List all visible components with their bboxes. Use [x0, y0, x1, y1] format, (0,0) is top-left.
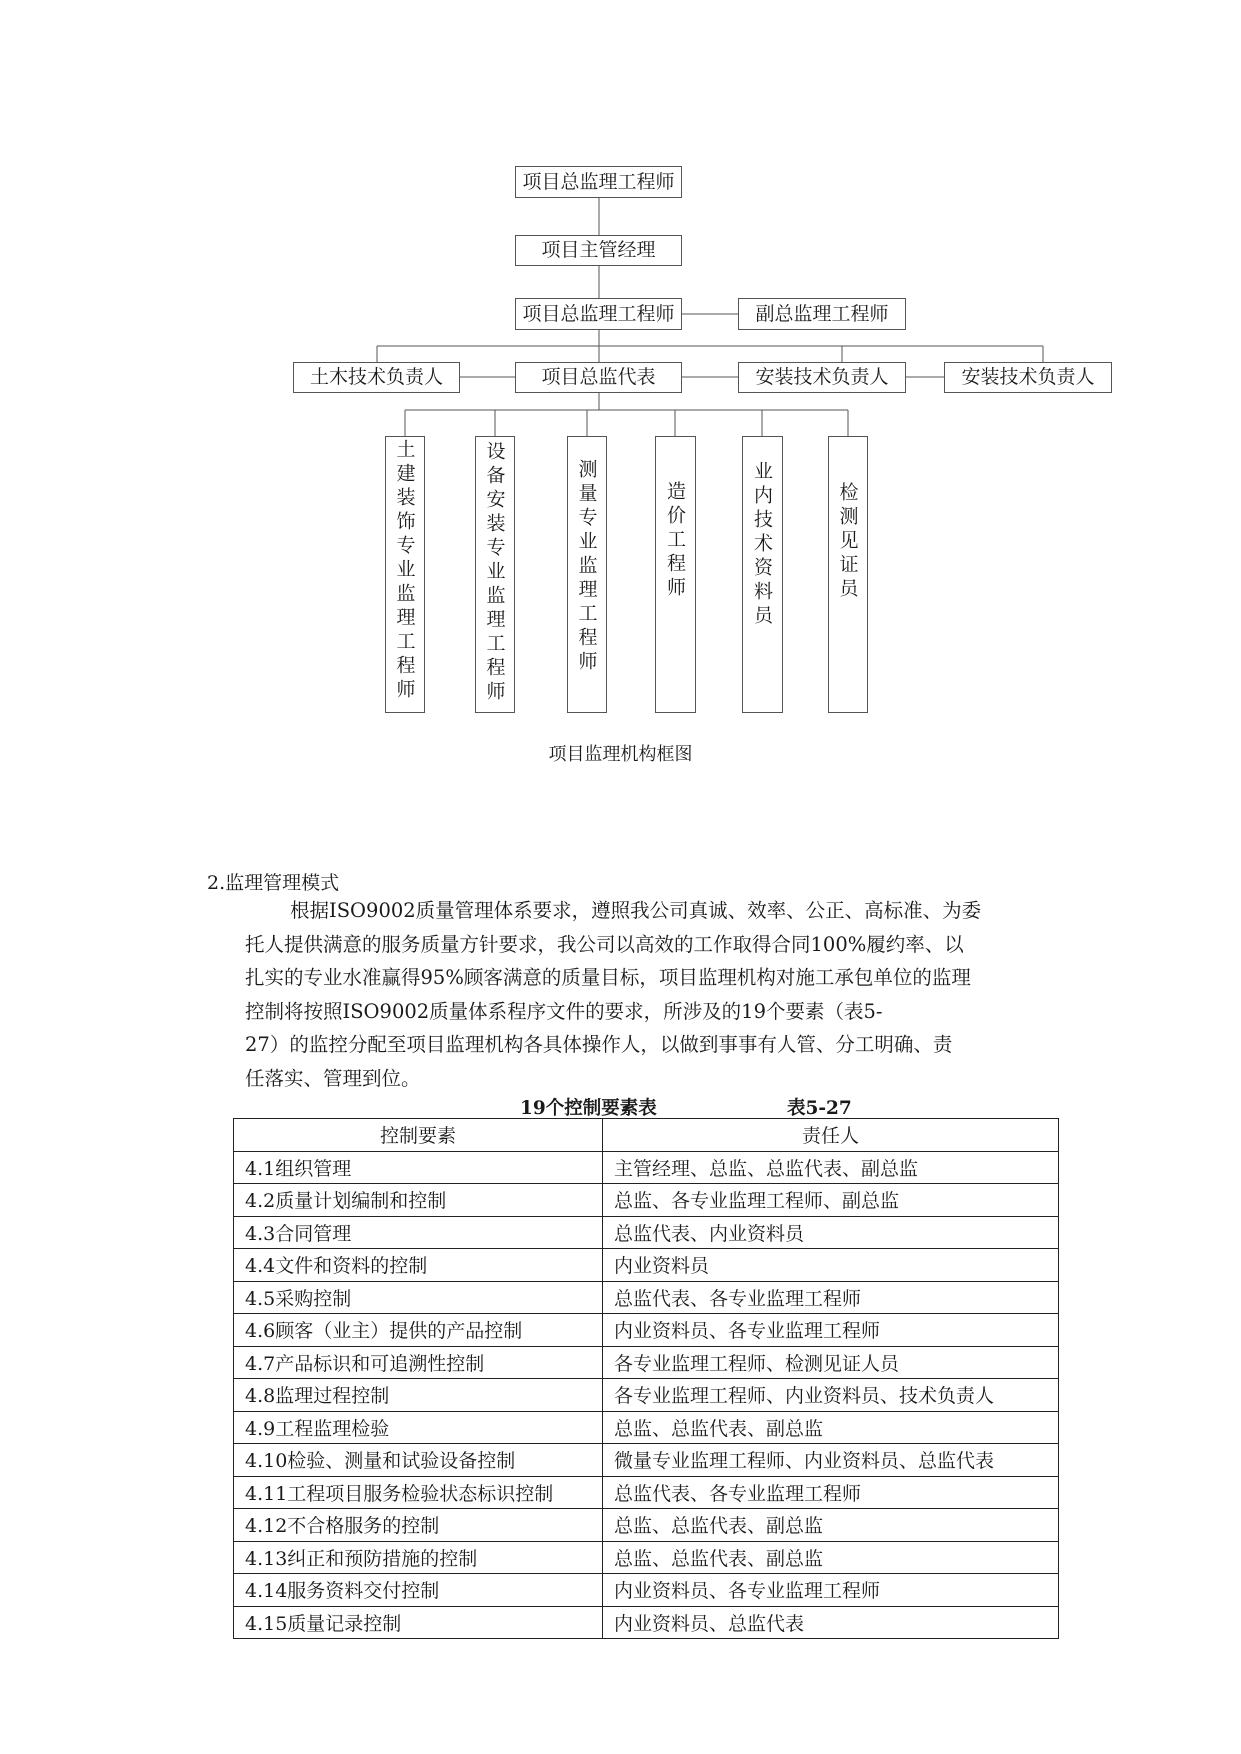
control-element-cell: 4.10检验、测量和试验设备控制 [234, 1444, 603, 1477]
table-row [234, 1444, 1059, 1477]
table-row [234, 1379, 1059, 1412]
table-row [234, 1151, 1059, 1184]
table-row [234, 1509, 1059, 1542]
paragraph-line: 托人提供满意的服务质量方针要求，我公司以高效的工作取得合同100%履约率、以 [245, 932, 964, 956]
table-row [234, 1281, 1059, 1314]
table-header-row [234, 1119, 1059, 1152]
responsible-cell: 各专业监理工程师、检测见证人员 [603, 1346, 1059, 1379]
control-element-cell: 4.3合同管理 [234, 1216, 603, 1249]
control-element-cell: 4.15质量记录控制 [234, 1606, 603, 1639]
control-element-cell: 4.12不合格服务的控制 [234, 1509, 603, 1542]
control-element-cell: 4.9工程监理检验 [234, 1411, 603, 1444]
control-element-cell: 4.5采购控制 [234, 1281, 603, 1314]
header-control-element: 控制要素 [234, 1119, 603, 1152]
org-node-civil-tech-lead: 土木技术负责人 [293, 362, 460, 393]
table-row [234, 1574, 1059, 1607]
responsible-cell: 总监、总监代表、副总监 [603, 1411, 1059, 1444]
control-element-cell: 4.4文件和资料的控制 [234, 1249, 603, 1282]
org-node-deputy-chief: 副总监理工程师 [738, 298, 906, 330]
table-row [234, 1411, 1059, 1444]
responsible-cell: 内业资料员 [603, 1249, 1059, 1282]
section-title: 2.监理管理模式 [207, 872, 340, 894]
table-row [234, 1249, 1059, 1282]
table-number: 表5-27 [787, 1098, 852, 1119]
control-element-cell: 4.11工程项目服务检验状态标识控制 [234, 1476, 603, 1509]
control-element-cell: 4.6顾客（业主）提供的产品控制 [234, 1314, 603, 1347]
org-chart-caption: 项目监理机构框图 [548, 744, 693, 765]
responsible-cell: 内业资料员、各专业监理工程师 [603, 1574, 1059, 1607]
paragraph-line: 扎实的专业水准赢得95%顾客满意的质量目标，项目监理机构对施工承包单位的监理 [245, 966, 971, 989]
responsible-cell: 微量专业监理工程师、内业资料员、总监代表 [603, 1444, 1059, 1477]
org-node-chief-engineer: 项目总监理工程师 [515, 166, 682, 198]
responsible-cell: 内业资料员、各专业监理工程师 [603, 1314, 1059, 1347]
org-chart-connectors [0, 0, 1241, 720]
org-node-witness-inspector: 检测见证员 [828, 436, 868, 713]
org-node-document-clerk: 业内技术资料员 [742, 436, 783, 713]
control-elements-table [233, 1118, 1059, 1639]
header-responsible-person: 责任人 [603, 1119, 1059, 1152]
responsible-cell: 各专业监理工程师、内业资料员、技术负责人 [603, 1379, 1059, 1412]
table-row [234, 1184, 1059, 1217]
responsible-cell: 总监、总监代表、副总监 [603, 1541, 1059, 1574]
org-node-install-tech-lead-2: 安装技术负责人 [944, 362, 1112, 393]
table-row [234, 1314, 1059, 1347]
section-paragraph [245, 894, 1055, 1095]
table-row [234, 1216, 1059, 1249]
control-element-cell: 4.8监理过程控制 [234, 1379, 603, 1412]
org-node-project-manager: 项目主管经理 [515, 235, 682, 266]
table-row [234, 1541, 1059, 1574]
paragraph-line: 任落实、管理到位。 [245, 1066, 421, 1090]
org-node-equipment-install-engineer: 设备安装专业监理工程师 [475, 436, 515, 713]
paragraph-line: 根据ISO9002质量管理体系要求，遵照我公司真诚、效率、公正、高标准、为委 [290, 899, 982, 922]
table-row [234, 1606, 1059, 1639]
table-row [234, 1346, 1059, 1379]
responsible-cell: 总监、总监代表、副总监 [603, 1509, 1059, 1542]
org-node-chief-rep: 项目总监代表 [515, 362, 682, 393]
responsible-cell: 内业资料员、总监代表 [603, 1606, 1059, 1639]
table-title: 19个控制要素表 [520, 1098, 657, 1119]
control-element-cell: 4.1组织管理 [234, 1151, 603, 1184]
control-element-cell: 4.2质量计划编制和控制 [234, 1184, 603, 1217]
control-element-cell: 4.14服务资料交付控制 [234, 1574, 603, 1607]
responsible-cell: 总监代表、各专业监理工程师 [603, 1281, 1059, 1314]
control-element-cell: 4.13纠正和预防措施的控制 [234, 1541, 603, 1574]
responsible-cell: 总监代表、各专业监理工程师 [603, 1476, 1059, 1509]
org-node-install-tech-lead: 安装技术负责人 [738, 362, 906, 393]
org-node-cost-engineer: 造价工程师 [655, 436, 696, 713]
control-element-cell: 4.7产品标识和可追溯性控制 [234, 1346, 603, 1379]
paragraph-line: 控制将按照ISO9002质量体系程序文件的要求，所涉及的19个要素（表5- [245, 999, 883, 1023]
responsible-cell: 总监、各专业监理工程师、副总监 [603, 1184, 1059, 1217]
table-row [234, 1476, 1059, 1509]
org-node-civil-decoration-engineer: 土建装饰专业监理工程师 [385, 436, 425, 713]
paragraph-line: 27）的监控分配至项目监理机构各具体操作人，以做到事事有人管、分工明确、责 [245, 1033, 953, 1056]
responsible-cell: 总监代表、内业资料员 [603, 1216, 1059, 1249]
org-node-survey-engineer: 测量专业监理工程师 [567, 436, 607, 713]
responsible-cell: 主管经理、总监、总监代表、副总监 [603, 1151, 1059, 1184]
org-node-chief-engineer-2: 项目总监理工程师 [515, 298, 682, 330]
